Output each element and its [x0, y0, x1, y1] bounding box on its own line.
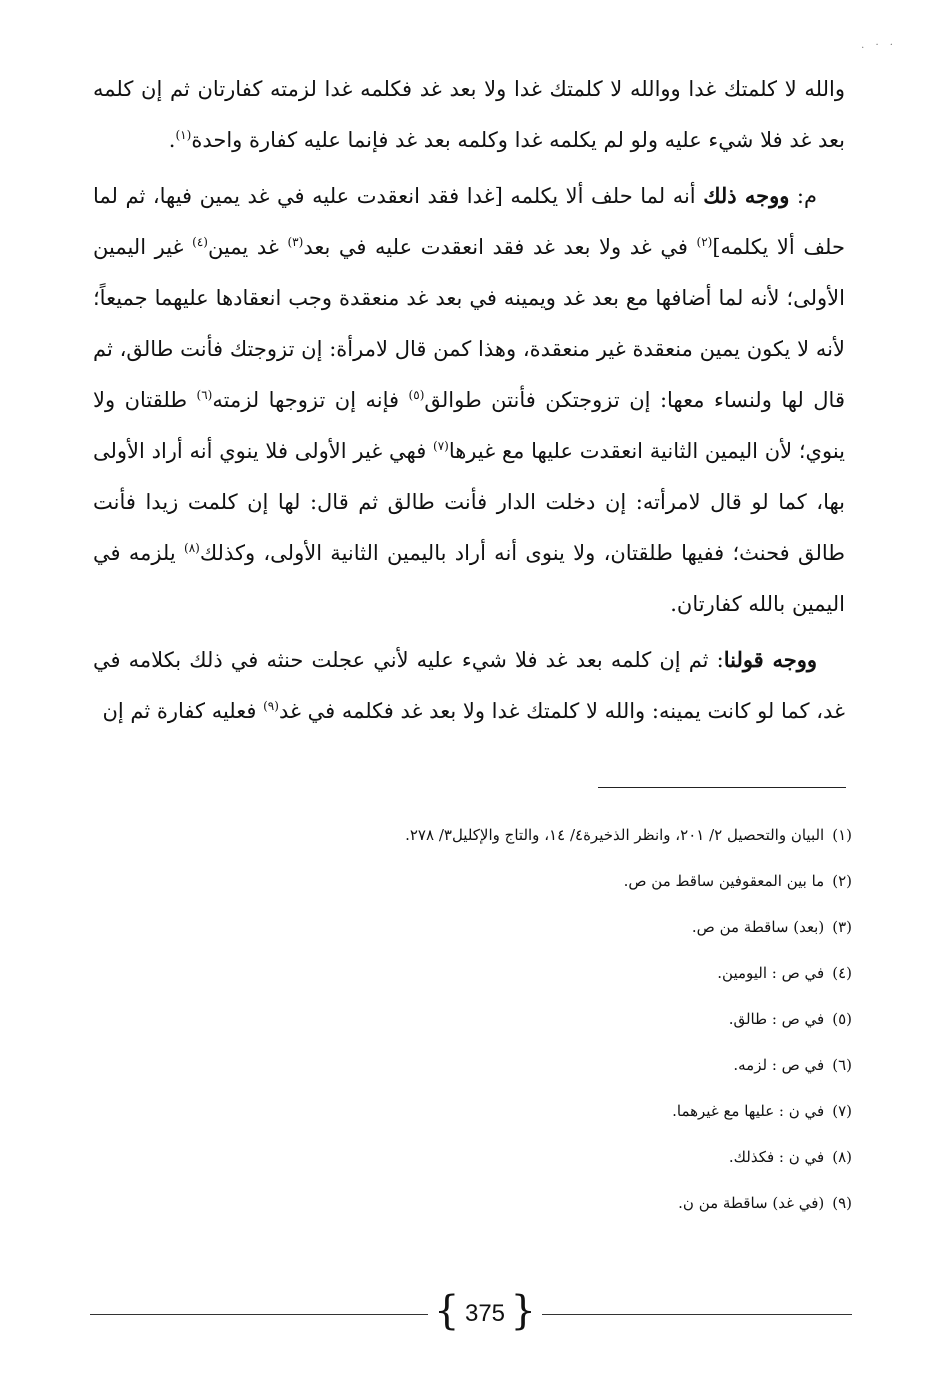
- footnote-text: ما بين المعقوفين ساقط من ص.: [623, 872, 825, 890]
- footnote-separator: [598, 787, 846, 788]
- lead-phrase: ووجه قولنا: [723, 647, 817, 672]
- text-run: غير اليمين الأولى؛ لأنه لما أضافها مع بعد غد ويمينه في بعد غد منعقدة وجب انعقادها عليهما جميعاً؛ لأنه لا يكون يمين منعقدة غير منعقدة، وهذا كمن قال لامرأة: إن تزوجتك فأنت طالق، ثم قال لها ولنساء معها: إن تزوجتكن فأنتن طوالق: [93, 235, 845, 412]
- footnote-number: (٤): [832, 964, 852, 982]
- footnote-item: [200, 1088, 852, 1134]
- paragraph-3: [93, 634, 845, 737]
- footnote-number: (١): [832, 826, 852, 844]
- footnote-reference: (٦): [196, 388, 213, 402]
- footnote-text: (بعد) ساقطة من ص.: [691, 918, 825, 936]
- footnote-item: [200, 1180, 852, 1226]
- footnote-reference: (٢): [696, 235, 713, 249]
- text-run: يلزمه في اليمين بالله كفارتان.: [93, 541, 845, 616]
- footnote-reference: (٨): [184, 541, 200, 555]
- footnote-item: [200, 1042, 852, 1088]
- text-run: م:: [789, 184, 817, 208]
- footnote-item: [200, 1134, 852, 1180]
- footer-rule-left: [90, 1314, 428, 1315]
- footnote-number: (٩): [832, 1194, 852, 1212]
- paragraph-2: [93, 170, 845, 630]
- footnote-reference: (١): [175, 128, 192, 142]
- text-run: أنه لما حلف ألا يكلمه [غدا فقد انعقدت عليه في غد يمين فيها، ثم لما حلف ألا يكلمه]: [93, 184, 845, 259]
- footnotes-list: [200, 812, 852, 1226]
- footnote-item: [200, 904, 852, 950]
- text-run: فإنه إن تزوجها لزمته: [212, 388, 409, 412]
- footnote-number: (٢): [832, 872, 852, 890]
- footnote-item: [200, 950, 852, 996]
- text-run: فعليه كفارة ثم إن: [102, 699, 264, 723]
- close-brace-icon: }: [510, 1288, 536, 1334]
- footnote-text: في ص : طالق.: [728, 1010, 825, 1028]
- footnote-text: في ص : لزمه.: [733, 1056, 825, 1074]
- open-brace-icon: {: [434, 1288, 460, 1334]
- page-number-frame: [432, 1288, 538, 1338]
- lead-phrase: ووجه ذلك: [703, 183, 790, 208]
- footnote-number: (٥): [832, 1010, 852, 1028]
- footnote-item: [200, 858, 852, 904]
- text-run: طلقتان ولا ينوي؛ لأن اليمين الثانية انعقدت عليها مع غيرها: [93, 388, 846, 463]
- page-footer: [90, 1288, 852, 1338]
- footnote-text: في ص : اليومين.: [717, 964, 825, 982]
- footnote-text: في ن : عليها مع غيرهما.: [672, 1102, 825, 1120]
- text-run: فهي غير الأولى فلا ينوي أنه أراد الأولى بها، كما لو قال لامرأته: إن دخلت الدار فأنت طالق ثم قال: لها إن كلمت زيدا فأنت طالق فحنث؛ ففيها طلقتان، ولا ينوى أنه أراد باليمين الثانية الأولى، وكذلك: [93, 439, 845, 565]
- footnote-reference: (٥): [408, 388, 425, 402]
- footnote-number: (٦): [832, 1056, 852, 1074]
- footer-rule-right: [542, 1314, 852, 1315]
- footnote-number: (٨): [832, 1148, 852, 1166]
- scan-marks: . · ·: [861, 40, 897, 51]
- page-number: 375: [464, 1300, 506, 1327]
- footnote-text: في ن : فكذلك.: [728, 1148, 825, 1166]
- text-run: في غد ولا بعد غد فقد انعقدت عليه في بعد: [303, 235, 697, 259]
- footnote-number: (٣): [832, 918, 852, 936]
- paragraph-1: [93, 64, 845, 166]
- footnote-text: البيان والتحصيل ٢/ ٢٠١، وانظر الذخيرة٤/ ١٤، والتاج والإكليل٣/ ٢٧٨.: [405, 826, 825, 844]
- footnote-text: (في غد) ساقطة من ن.: [678, 1194, 825, 1212]
- text-run: : ثم إن كلمه بعد غد فلا شيء عليه لأني عجلت حنثه في ذلك بكلامه في غد، كما لو كانت يمينه: والله لا كلمتك غدا ولا بعد غد فكلمه في غد: [93, 648, 845, 723]
- footnote-reference: (٩): [263, 699, 279, 713]
- footnote-reference: (٤): [192, 235, 208, 249]
- text-run: غد يمين: [207, 235, 288, 259]
- footnote-reference: (٣): [287, 235, 304, 249]
- text-run: .: [168, 128, 176, 152]
- footnote-number: (٧): [832, 1102, 852, 1120]
- footnote-reference: (٧): [433, 439, 449, 453]
- footnote-item: [200, 996, 852, 1042]
- text-run: والله لا كلمتك غدا ووالله لا كلمتك غدا ولا بعد غد فكلمه غدا لزمته كفارتان ثم إن كلمه بعد غد فلا شيء عليه ولو لم يكلمه غدا وكلمه بعد غد فإنما عليه كفارة واحدة: [93, 77, 845, 152]
- footnote-item: [200, 812, 852, 858]
- main-text: [93, 64, 845, 737]
